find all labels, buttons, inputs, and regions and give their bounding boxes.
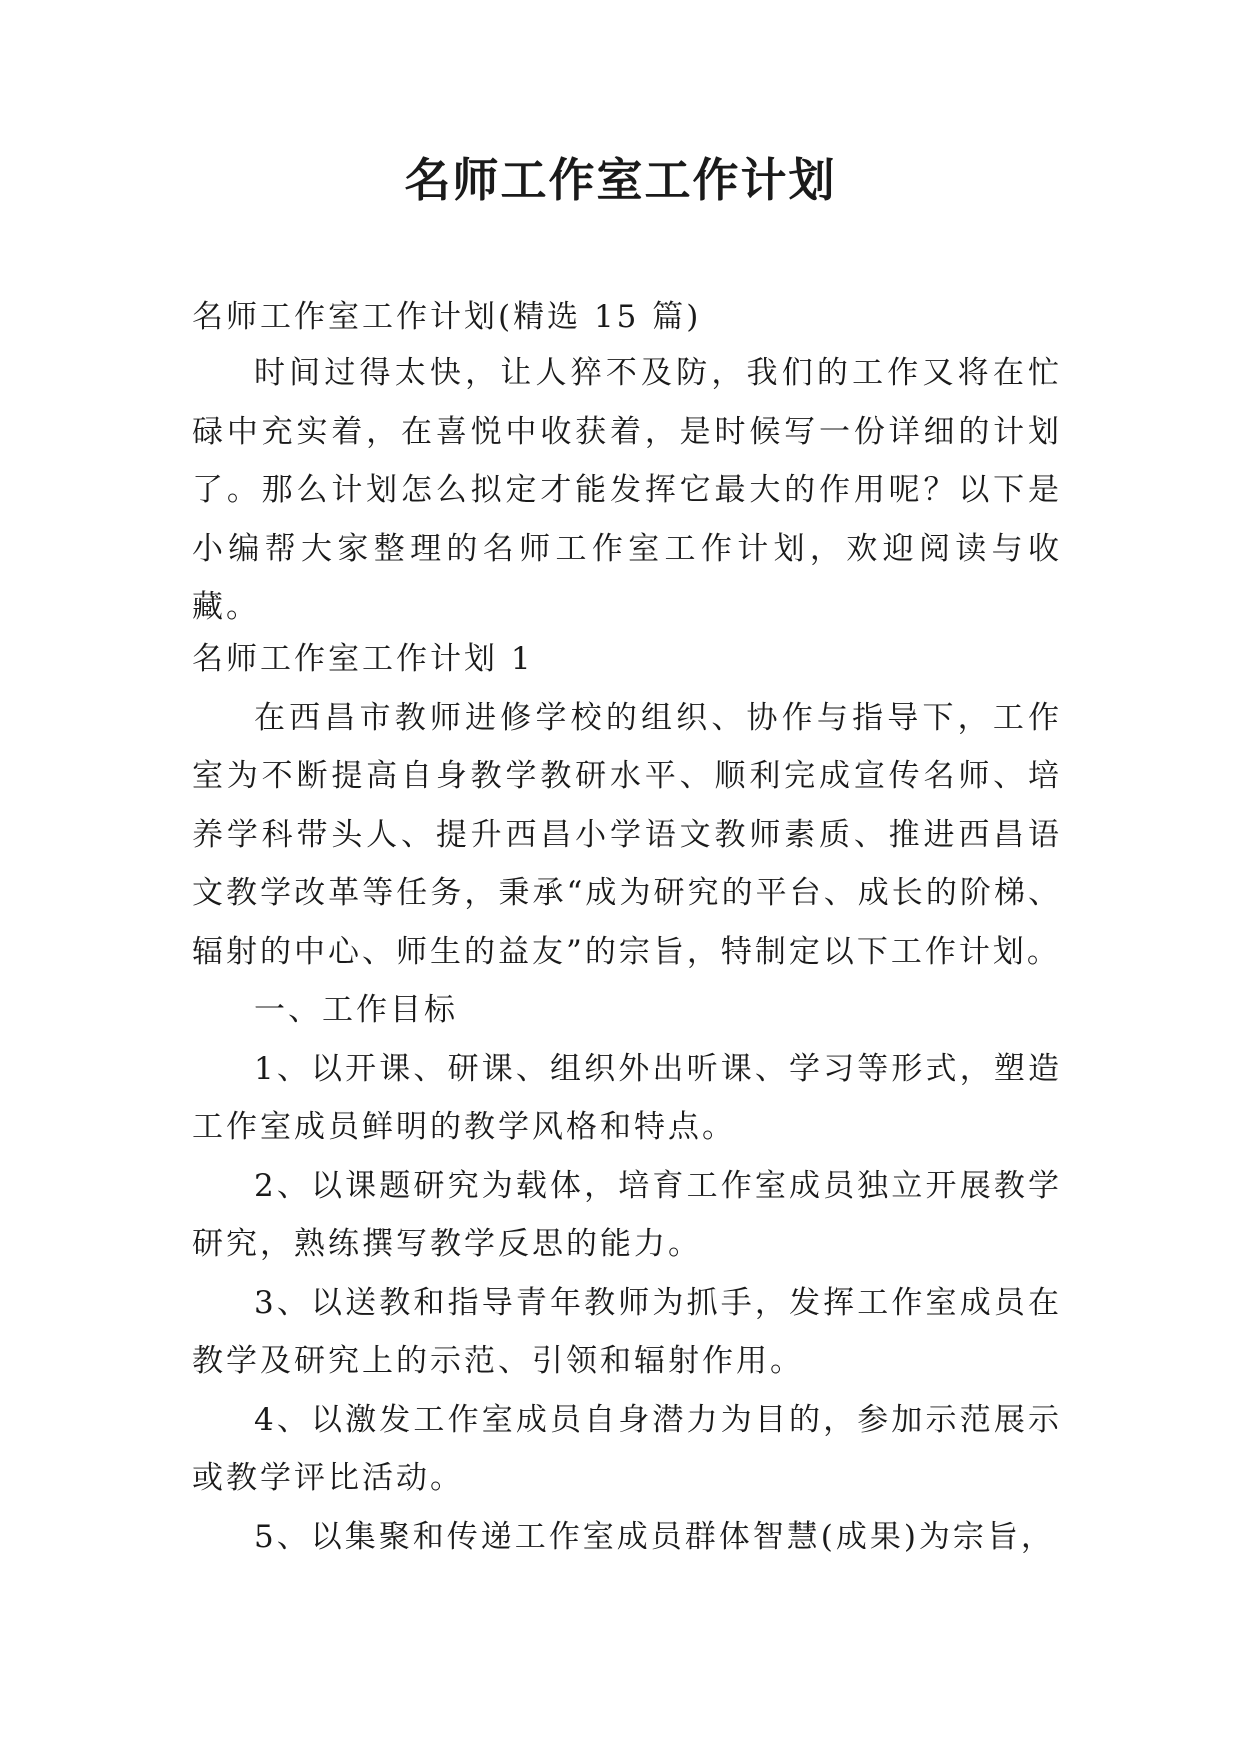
- plan-section-1: [192, 630, 1062, 1566]
- intro-section: [192, 344, 1062, 637]
- goals-heading: 一、工作目标: [254, 992, 458, 1028]
- goal-item-1: 1、以开课、研课、组织外出听课、学习等形式，塑造工作室成员鲜明的教学风格和特点。: [192, 1050, 1062, 1145]
- goal-item-4: 4、以激发工作室成员自身潜力为目的，参加示范展示或教学评比活动。: [192, 1401, 1062, 1496]
- goal-item-5: 5、以集聚和传递工作室成员群体智慧(成果)为宗旨，: [254, 1518, 1055, 1555]
- section-heading: 名师工作室工作计划 1: [192, 641, 534, 677]
- section-paragraph: 在西昌市教师进修学校的组织、协作与指导下，工作室为不断提高自身教学教研水平、顺利完成宣传名师、培养学科带头人、提升西昌小学语文教师素质、推进西昌语文教学改革等任务，秉承“成为研究的平台、成长的阶梯、辐射的中心、师生的益友”的宗旨，特制定以下工作计划。: [192, 699, 1062, 970]
- goal-item-2: 2、以课题研究为载体，培育工作室成员独立开展教学研究，熟练撰写教学反思的能力。: [192, 1167, 1062, 1262]
- intro-paragraph: 时间过得太快，让人猝不及防，我们的工作又将在忙碌中充实着，在喜悦中收获着，是时候写一份详细的计划了。那么计划怎么拟定才能发挥它最大的作用呢？以下是小编帮大家整理的名师工作室工作计划，欢迎阅读与收藏。: [192, 355, 1062, 625]
- document-title: 名师工作室工作计划: [404, 153, 837, 207]
- goal-item-3: 3、以送教和指导青年教师为抓手，发挥工作室成员在教学及研究上的示范、引领和辐射作用。: [192, 1284, 1062, 1379]
- document-subtitle: 名师工作室工作计划(精选 15 篇): [192, 299, 702, 335]
